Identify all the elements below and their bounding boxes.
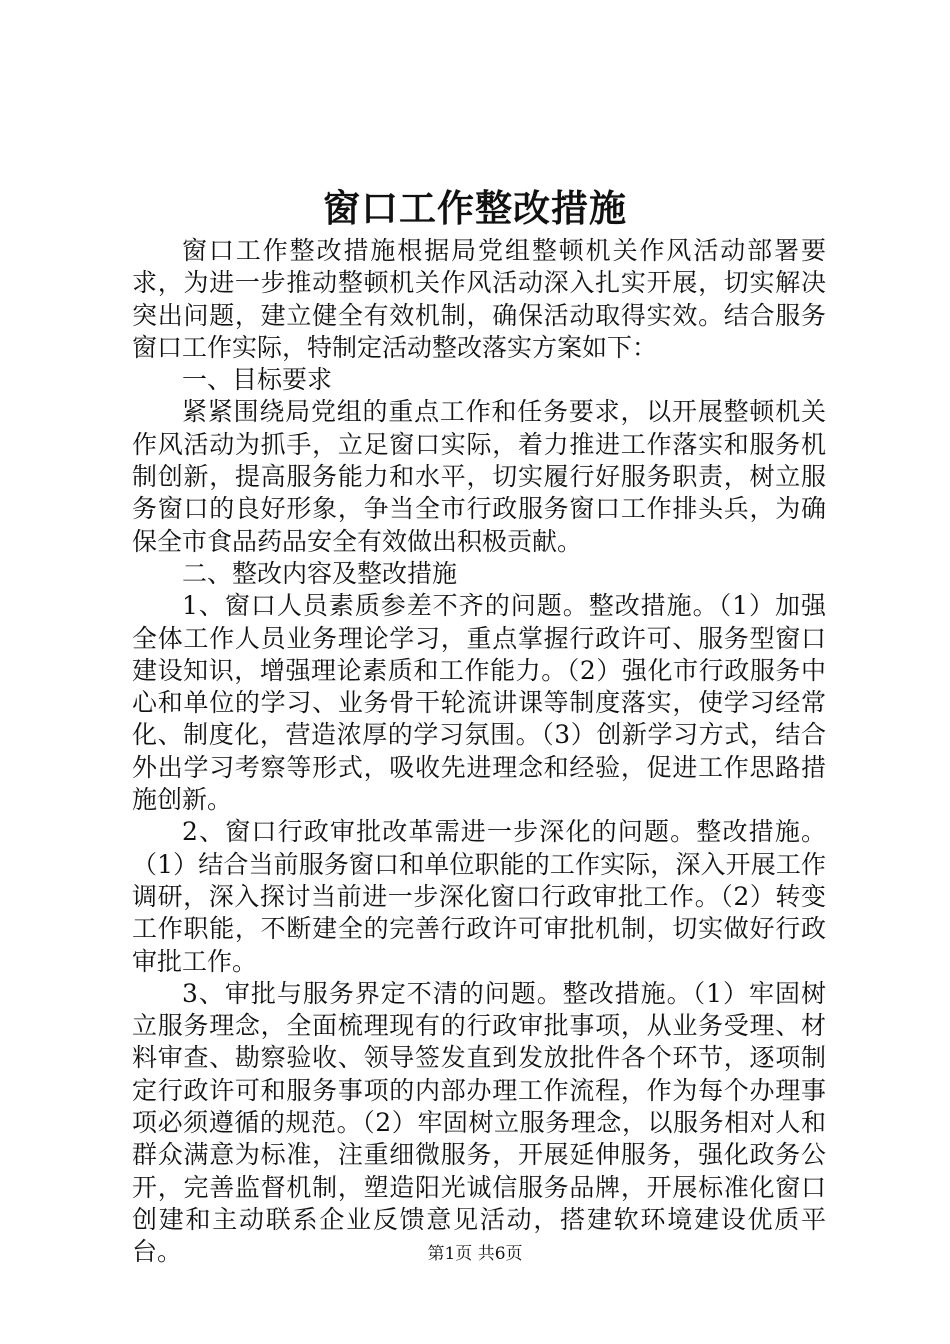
document-title: 窗口工作整改措施 — [323, 186, 627, 230]
paragraph-measure-1: 1、窗口人员素质参差不齐的问题。整改措施。（1）加强全体工作人员业务理论学习，重点掌握行政许可、服务型窗口建设知识，增强理论素质和工作能力。（2）强化市行政服务中心和单位的学习、业务骨干轮流讲课等制度落实，使学习经常化、制度化，营造浓厚的学习氛围。（3）创新学习方式，结合外出学习考察等形式，吸收先进理念和经验，促进工作思路措施创新。 — [132, 591, 826, 815]
paragraph-goals: 紧紧围绕局党组的重点工作和任务要求，以开展整顿机关作风活动为抓手，立足窗口实际，着力推进工作落实和服务机制创新，提高服务能力和水平，切实履行好服务职责，树立服务窗口的良好形象，争当全市行政服务窗口工作排头兵，为确保全市食品药品安全有效做出积极贡献。 — [132, 397, 826, 556]
page-footer: 第1页 共6页 — [427, 1244, 523, 1264]
paragraph-measure-3: 3、审批与服务界定不清的问题。整改措施。（1）牢固树立服务理念，全面梳理现有的行政审批事项，从业务受理、材料审查、勘察验收、领导签发直到发放批件各个环节，逐项制定行政许可和服务事项的内部办理工作流程，作为每个办理事项必须遵循的规范。（2）牢固树立服务理念，以服务相对人和群众满意为标准，注重细微服务，开展延伸服务，强化政务公开，完善监督机制，塑造阳光诚信服务品牌，开展标准化窗口创建和主动联系企业反馈意见活动，搭建软环境建设优质平台。 — [132, 978, 826, 1267]
paragraph-measure-2: 2、窗口行政审批改革需进一步深化的问题。整改措施。（1）结合当前服务窗口和单位职能的工作实际，深入开展工作调研，深入探讨当前进一步深化窗口行政审批工作。（2）转变工作职能，不断建全的完善行政许可审批机制，切实做好行政审批工作。 — [132, 817, 826, 976]
document-body — [132, 235, 826, 1269]
paragraph-intro: 窗口工作整改措施根据局党组整顿机关作风活动部署要求，为进一步推动整顿机关作风活动深入扎实开展，切实解决突出问题，建立健全有效机制，确保活动取得实效。结合服务窗口工作实际，特制定活动整改落实方案如下： — [132, 236, 826, 362]
section-heading-measures: 二、整改内容及整改措施 — [182, 558, 458, 588]
section-heading-goals: 一、目标要求 — [182, 365, 333, 395]
